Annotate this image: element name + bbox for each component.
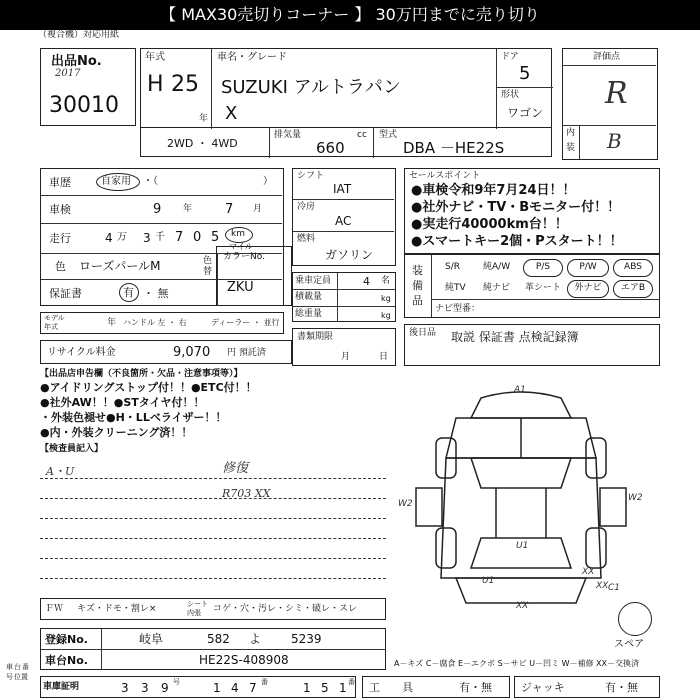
equip-airbag: エアB [613, 280, 653, 298]
equipment-label-3: 品 [412, 294, 423, 307]
cert-m1: 号 [173, 678, 180, 686]
jack-label: ジャッキ [521, 681, 565, 694]
lot-year-stamp: 2017 [55, 68, 81, 79]
score-label: 評価点 [593, 52, 621, 62]
after-docs-label: 後日品 [409, 328, 437, 338]
mileage-man-unit: 万 [117, 232, 127, 243]
sales-points-label: セールスポイント [409, 171, 481, 181]
equip-navi: 純ナビ [483, 283, 511, 293]
doors-label: ドア [501, 52, 519, 62]
inspector-hand-3: R703 XX [222, 487, 271, 500]
cert-d5: 4 [231, 681, 239, 695]
inspector-hand-1: A・U [46, 465, 75, 478]
displacement-label: 排気量 [274, 130, 302, 140]
defect-a: キズ・ドモ・割レ× [77, 604, 157, 614]
diagram-mark-a1: A1 [514, 385, 526, 395]
sales-points-box [404, 168, 660, 254]
color-code-value: ZKU [227, 280, 254, 295]
car-grade: X [225, 103, 238, 124]
notes-title: 【出品店申告欄（不良箇所・欠品・注意事項等）】 [40, 369, 243, 379]
equip-pw: P/W [567, 259, 609, 277]
registration-place: 岐阜 [139, 632, 164, 646]
shift-label: シフト [297, 171, 325, 181]
equipment-label-1: 装 [412, 264, 423, 277]
spare-label: スペア [614, 639, 644, 650]
registration-kana: よ [249, 632, 262, 646]
doors-value: 5 [519, 63, 531, 84]
interior-label-2: 装 [566, 143, 576, 153]
cert-d6: 7 [249, 681, 257, 695]
diagram-mark-c1: C1 [608, 583, 621, 593]
equipment-label-2: 備 [412, 279, 423, 292]
model-code-value: DBA －HE22S [403, 139, 505, 157]
tools-value: 有・無 [459, 681, 492, 694]
recycle-label: リサイクル料金 [47, 347, 116, 358]
sales-point-3: ●実走行40000km台！！ [411, 217, 568, 232]
equip-aw: 純A/W [483, 262, 511, 272]
mileage-km: km [231, 229, 245, 239]
car-damage-diagram [396, 378, 646, 618]
legend: A－キズ C－腐食 E－エクボ S－サビ U－凹ミ W－補修 XX－交換済 [394, 659, 640, 668]
model-year-era: H [147, 72, 164, 97]
diagram-mark-w2-right: W2 [628, 493, 643, 503]
score-value: R [605, 76, 628, 111]
inspector-hand-2: 修復 [222, 461, 249, 476]
equip-tv: 純TV [445, 283, 466, 293]
after-docs-value: 取説 保証書 点検記録簿 [451, 330, 579, 344]
color-change-2: 替 [203, 267, 213, 277]
tools-box [362, 676, 510, 698]
model-year-row-c: 年 [107, 318, 117, 328]
model-year-row-b: 年式 [44, 323, 58, 331]
chassis-value: HE22S-408908 [199, 653, 289, 667]
model-year-row-d: ハンドル 左 ・ 右 [123, 318, 187, 327]
defect-row [40, 598, 386, 620]
cert-m2: 番 [261, 678, 268, 686]
diagram-mark-u1-b: U1 [482, 576, 495, 586]
history-value: 自家用 [101, 176, 131, 187]
cert-d2: 3 [141, 681, 149, 695]
inspection-month-unit: 月 [253, 204, 263, 214]
banner-title: 【 MAX30売切りコーナー 】 30万円までに売り切り [160, 5, 540, 24]
sales-point-4: ●スマートキー2個・Pスタート！！ [411, 234, 623, 249]
spec-row [140, 127, 552, 157]
cert-d3: 9 [161, 681, 169, 695]
cert-d8: 5 [321, 681, 329, 695]
color-code-box [216, 246, 292, 306]
jack-value: 有・無 [605, 681, 638, 694]
body-shape-value: ワゴン [507, 106, 544, 120]
score-box [562, 48, 658, 160]
mileage-sen: 3 [143, 231, 151, 245]
mileage-digit-3: 5 [211, 230, 220, 245]
model-year-value: 25 [171, 72, 199, 97]
model-year-row-e: ディーラー ・ 並行 [211, 318, 280, 327]
middle-spec-box [292, 168, 396, 266]
history-close: ） [263, 176, 273, 187]
vin-label-c: 番 [22, 663, 29, 671]
drive-type: 2WD ・ 4WD [167, 137, 238, 150]
sub-note: （複合機）対応用紙 [38, 30, 120, 40]
inspection-year-unit: 年 [183, 204, 193, 214]
defect-b2: 内張 [187, 609, 201, 617]
cert-d9: 1 [339, 681, 347, 695]
defect-c: コゲ・穴・汚レ・シミ・破レ・スレ [213, 604, 358, 614]
equip-leather: 革シート [525, 283, 562, 293]
diagram-mark-w2-left: W2 [398, 499, 413, 509]
gross-unit: kg [381, 311, 391, 320]
vin-label-a: 車 [6, 663, 13, 671]
mileage-label: 走行 [49, 232, 71, 245]
doc-period-label: 書類期限 [297, 332, 334, 342]
aircon-value: AC [335, 214, 352, 228]
cert-d7: 1 [303, 681, 311, 695]
car-label: 車名・グレード [217, 52, 287, 63]
spare-tire-circle [618, 602, 652, 636]
sales-point-1: ●車検令和9年7月24日！！ [411, 183, 576, 198]
registration-box [40, 628, 386, 670]
history-rest: ・（ [143, 176, 158, 187]
capacity-box [292, 272, 396, 322]
displacement-value: 660 [316, 139, 345, 157]
mileage-digit-1: 7 [175, 230, 184, 245]
mileage-mile: マイル [229, 242, 253, 251]
load-unit: kg [381, 294, 391, 303]
aircon-label: 冷房 [297, 202, 316, 212]
car-name: SUZUKI アルトラパン [221, 77, 401, 98]
warranty-no: ・ 無 [143, 287, 169, 300]
recycle-unit: 円 預託済 [227, 348, 266, 358]
notes-line-1: ●アイドリングストップ付！！●ETC付！！ [40, 381, 257, 394]
registration-num: 582 [207, 632, 230, 646]
equip-ps: P/S [523, 259, 563, 277]
lot-label: 出品No. [51, 54, 102, 69]
after-docs-box [404, 324, 660, 366]
diagram-mark-xx-b: XX [582, 567, 595, 577]
recycle-box [40, 340, 292, 364]
warranty-label: 保証書 [49, 287, 82, 300]
defect-b1: シート [187, 600, 208, 608]
cert-box [40, 676, 356, 698]
capacity-value: 4 [363, 275, 370, 288]
mileage-sen-unit: 千 [155, 232, 165, 243]
cert-d1: 3 [121, 681, 129, 695]
vin-label-d: 号 [6, 673, 13, 681]
mileage-digit-2: 0 [193, 230, 202, 245]
capacity-unit: 名 [381, 276, 391, 286]
color-value: ローズパールM [79, 259, 161, 273]
equip-abs: ABS [613, 259, 653, 277]
color-code-label: カラーNo. [223, 252, 265, 262]
diagram-mark-xx-a: XX [516, 601, 529, 611]
gross-label: 総重量 [295, 309, 323, 319]
capacity-label: 乗車定員 [295, 276, 332, 286]
model-year-label: 年式 [145, 52, 165, 63]
vin-label-b: 台 [14, 663, 21, 671]
inspection-month: 7 [225, 202, 234, 217]
doc-period-box [292, 328, 396, 366]
fuel-label: 燃料 [297, 234, 316, 244]
model-year-row-a: モデル [44, 314, 65, 322]
vehicle-info-box [140, 48, 552, 128]
interior-label-1: 内 [566, 128, 576, 138]
history-label: 車歴 [49, 176, 71, 189]
cert-m3: 番 [348, 678, 355, 686]
vin-label-e: 位置 [14, 673, 28, 681]
notes-line-3: ・外装色褪せ●H・LLベライザー！！ [40, 411, 227, 424]
equip-navi-model: ナビ型番： [435, 304, 481, 314]
inspector-title: 【検査員記入】 [40, 444, 104, 454]
cert-label: 車庫証明 [43, 682, 80, 692]
body-shape-label: 形状 [501, 90, 520, 100]
equip-ext-navi: 外ナビ [567, 280, 609, 298]
jack-box [514, 676, 660, 698]
lot-number: 30010 [49, 93, 119, 118]
registration-label: 登録No. [45, 633, 88, 646]
registration-serial: 5239 [291, 632, 322, 646]
equipment-box [404, 254, 660, 318]
doc-period-day: 日 [379, 352, 389, 362]
diagram-mark-xx-c: XX [596, 581, 609, 591]
displacement-unit: cc [357, 130, 367, 140]
fuel-value: ガソリン [325, 248, 374, 262]
color-change-1: 色 [203, 256, 213, 266]
cert-d4: 1 [213, 681, 221, 695]
interior-value: B [607, 129, 622, 153]
load-label: 積載量 [295, 292, 323, 302]
model-code-label: 型式 [379, 130, 398, 140]
diagram-mark-u1-a: U1 [516, 541, 529, 551]
sales-point-2: ●社外ナビ・TV・Bモニター付！！ [411, 200, 621, 215]
model-year-row [40, 312, 284, 334]
inspection-year: 9 [153, 202, 162, 217]
lot-box [40, 48, 136, 126]
notes-line-4: ●内・外装クリーニング済！！ [40, 426, 193, 439]
recycle-value: 9,070 [173, 345, 211, 360]
mileage-man: 4 [105, 231, 113, 245]
model-year-unit: 年 [199, 114, 209, 124]
notes-line-2: ●社外AW！！●STタイヤ付！！ [40, 396, 205, 409]
equip-sr: S/R [445, 262, 460, 272]
inspection-label: 車検 [49, 203, 71, 216]
defect-fw: ＦＷ [45, 604, 64, 614]
tools-label: 工 具 [369, 681, 413, 694]
shift-value: IAT [333, 182, 352, 196]
header-banner [0, 0, 700, 30]
chassis-label: 車台No. [45, 654, 88, 667]
color-label: 色 [55, 260, 66, 273]
doc-period-unit: 月 [341, 352, 351, 362]
warranty-yes: 有 [123, 286, 134, 299]
